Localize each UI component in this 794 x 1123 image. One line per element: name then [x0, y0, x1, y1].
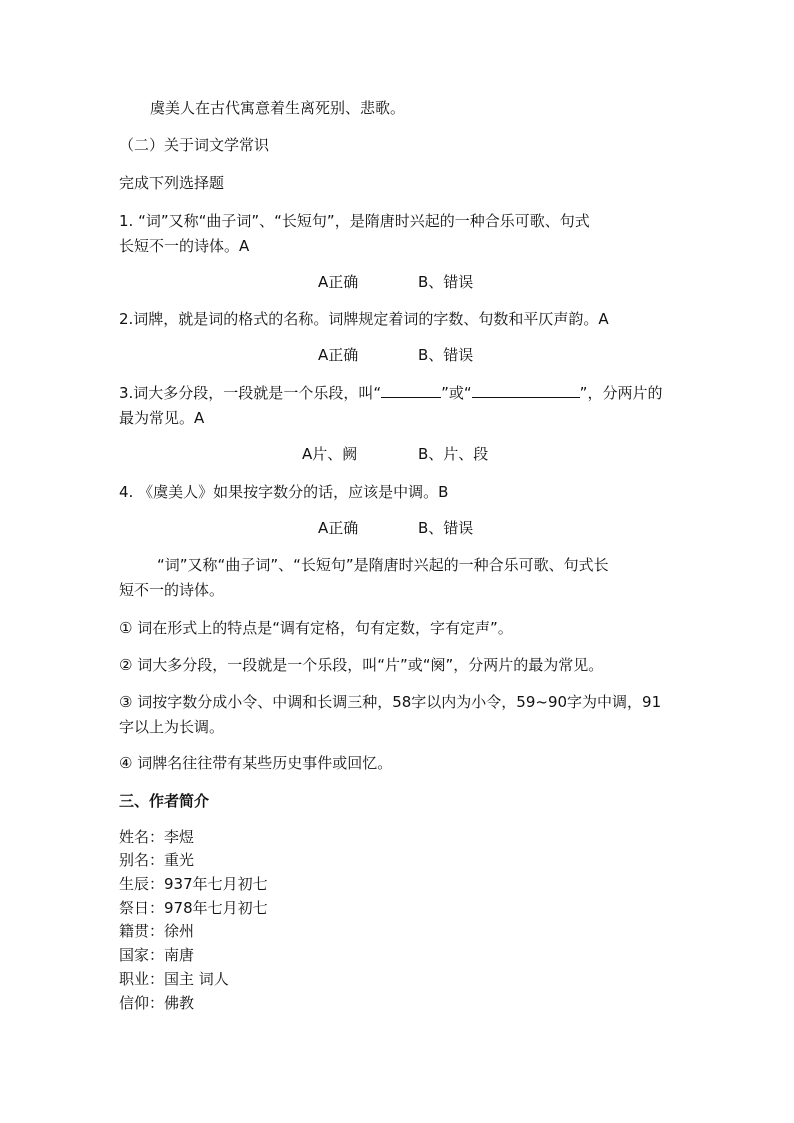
- quote-open-2: “: [463, 384, 472, 402]
- bio-death: 祭日：978年七月初七: [119, 899, 268, 917]
- question-3-line-2: 最为常见。A: [119, 409, 205, 427]
- question-4-option-b: B、错误: [418, 519, 474, 537]
- question-3-option-a: A片、阙: [302, 445, 358, 463]
- question-2-option-a: A正确: [318, 346, 359, 364]
- bio-country: 国家：南唐: [119, 946, 195, 964]
- question-2-text: 2.词牌，就是词的格式的名称。词牌规定着词的字数、句数和平仄声韵。A: [119, 310, 609, 328]
- point-4: ④ 词牌名往往带有某些历史事件或回忆。: [119, 754, 393, 772]
- question-3-line-1: [119, 381, 675, 405]
- bio-occupation: 职业：国主 词人: [119, 970, 229, 988]
- question-1-line-1: 1. “词”又称“曲子词”、“长短句”，是隋唐时兴起的一种合乐可歌、句式: [119, 212, 590, 230]
- point-2: ② 词大多分段，一段就是一个乐段，叫“片”或“阕”，分两片的最为常见。: [119, 656, 604, 674]
- question-4-option-a: A正确: [318, 519, 359, 537]
- task-instruction: 完成下列选择题: [119, 174, 225, 192]
- bio-name: 姓名：李煜: [119, 828, 195, 846]
- question-3-suffix: ”，分两片的: [579, 384, 663, 402]
- bio-alias: 别名：重光: [119, 851, 195, 869]
- point-1: ① 词在形式上的特点是“调有定格，句有定数，字有定声”。: [119, 619, 513, 637]
- summary-line-1: “词”又称“曲子词”、“长短句”是隋唐时兴起的一种合乐可歌、句式长: [157, 556, 609, 574]
- question-1-line-2: 长短不一的诗体。A: [119, 237, 250, 255]
- summary-line-2: 短不一的诗体。: [119, 581, 225, 599]
- bio-religion: 信仰：佛教: [119, 994, 195, 1012]
- question-1-option-b: B、错误: [418, 273, 474, 291]
- point-3-line-1: ③ 词按字数分成小令、中调和长调三种，58字以内为小令，59~90字为中调，91: [119, 693, 662, 711]
- point-3-line-2: 字以上为长调。: [119, 718, 225, 736]
- question-1-option-a: A正确: [318, 273, 359, 291]
- quote-close-1: ”或: [441, 384, 464, 402]
- quote-open-1: “: [373, 384, 382, 402]
- question-3-prefix: 3.词大多分段，一段就是一个乐段，叫: [119, 384, 374, 402]
- section-heading: （二）关于词文学常识: [119, 136, 270, 154]
- answer-blank-2: [472, 383, 580, 398]
- question-2-option-b: B、错误: [418, 346, 474, 364]
- answer-blank-1: [381, 383, 441, 398]
- bio-hometown: 籍贯：徐州: [119, 922, 195, 940]
- bio-birth: 生辰：937年七月初七: [119, 875, 268, 893]
- author-section-heading: 三、作者简介: [119, 792, 210, 810]
- question-3-option-b: B、片、段: [418, 445, 489, 463]
- intro-text: 虞美人在古代寓意着生离死别、悲歌。: [150, 99, 406, 117]
- question-4-text: 4. 《虞美人》如果按字数分的话，应该是中调。B: [119, 483, 449, 501]
